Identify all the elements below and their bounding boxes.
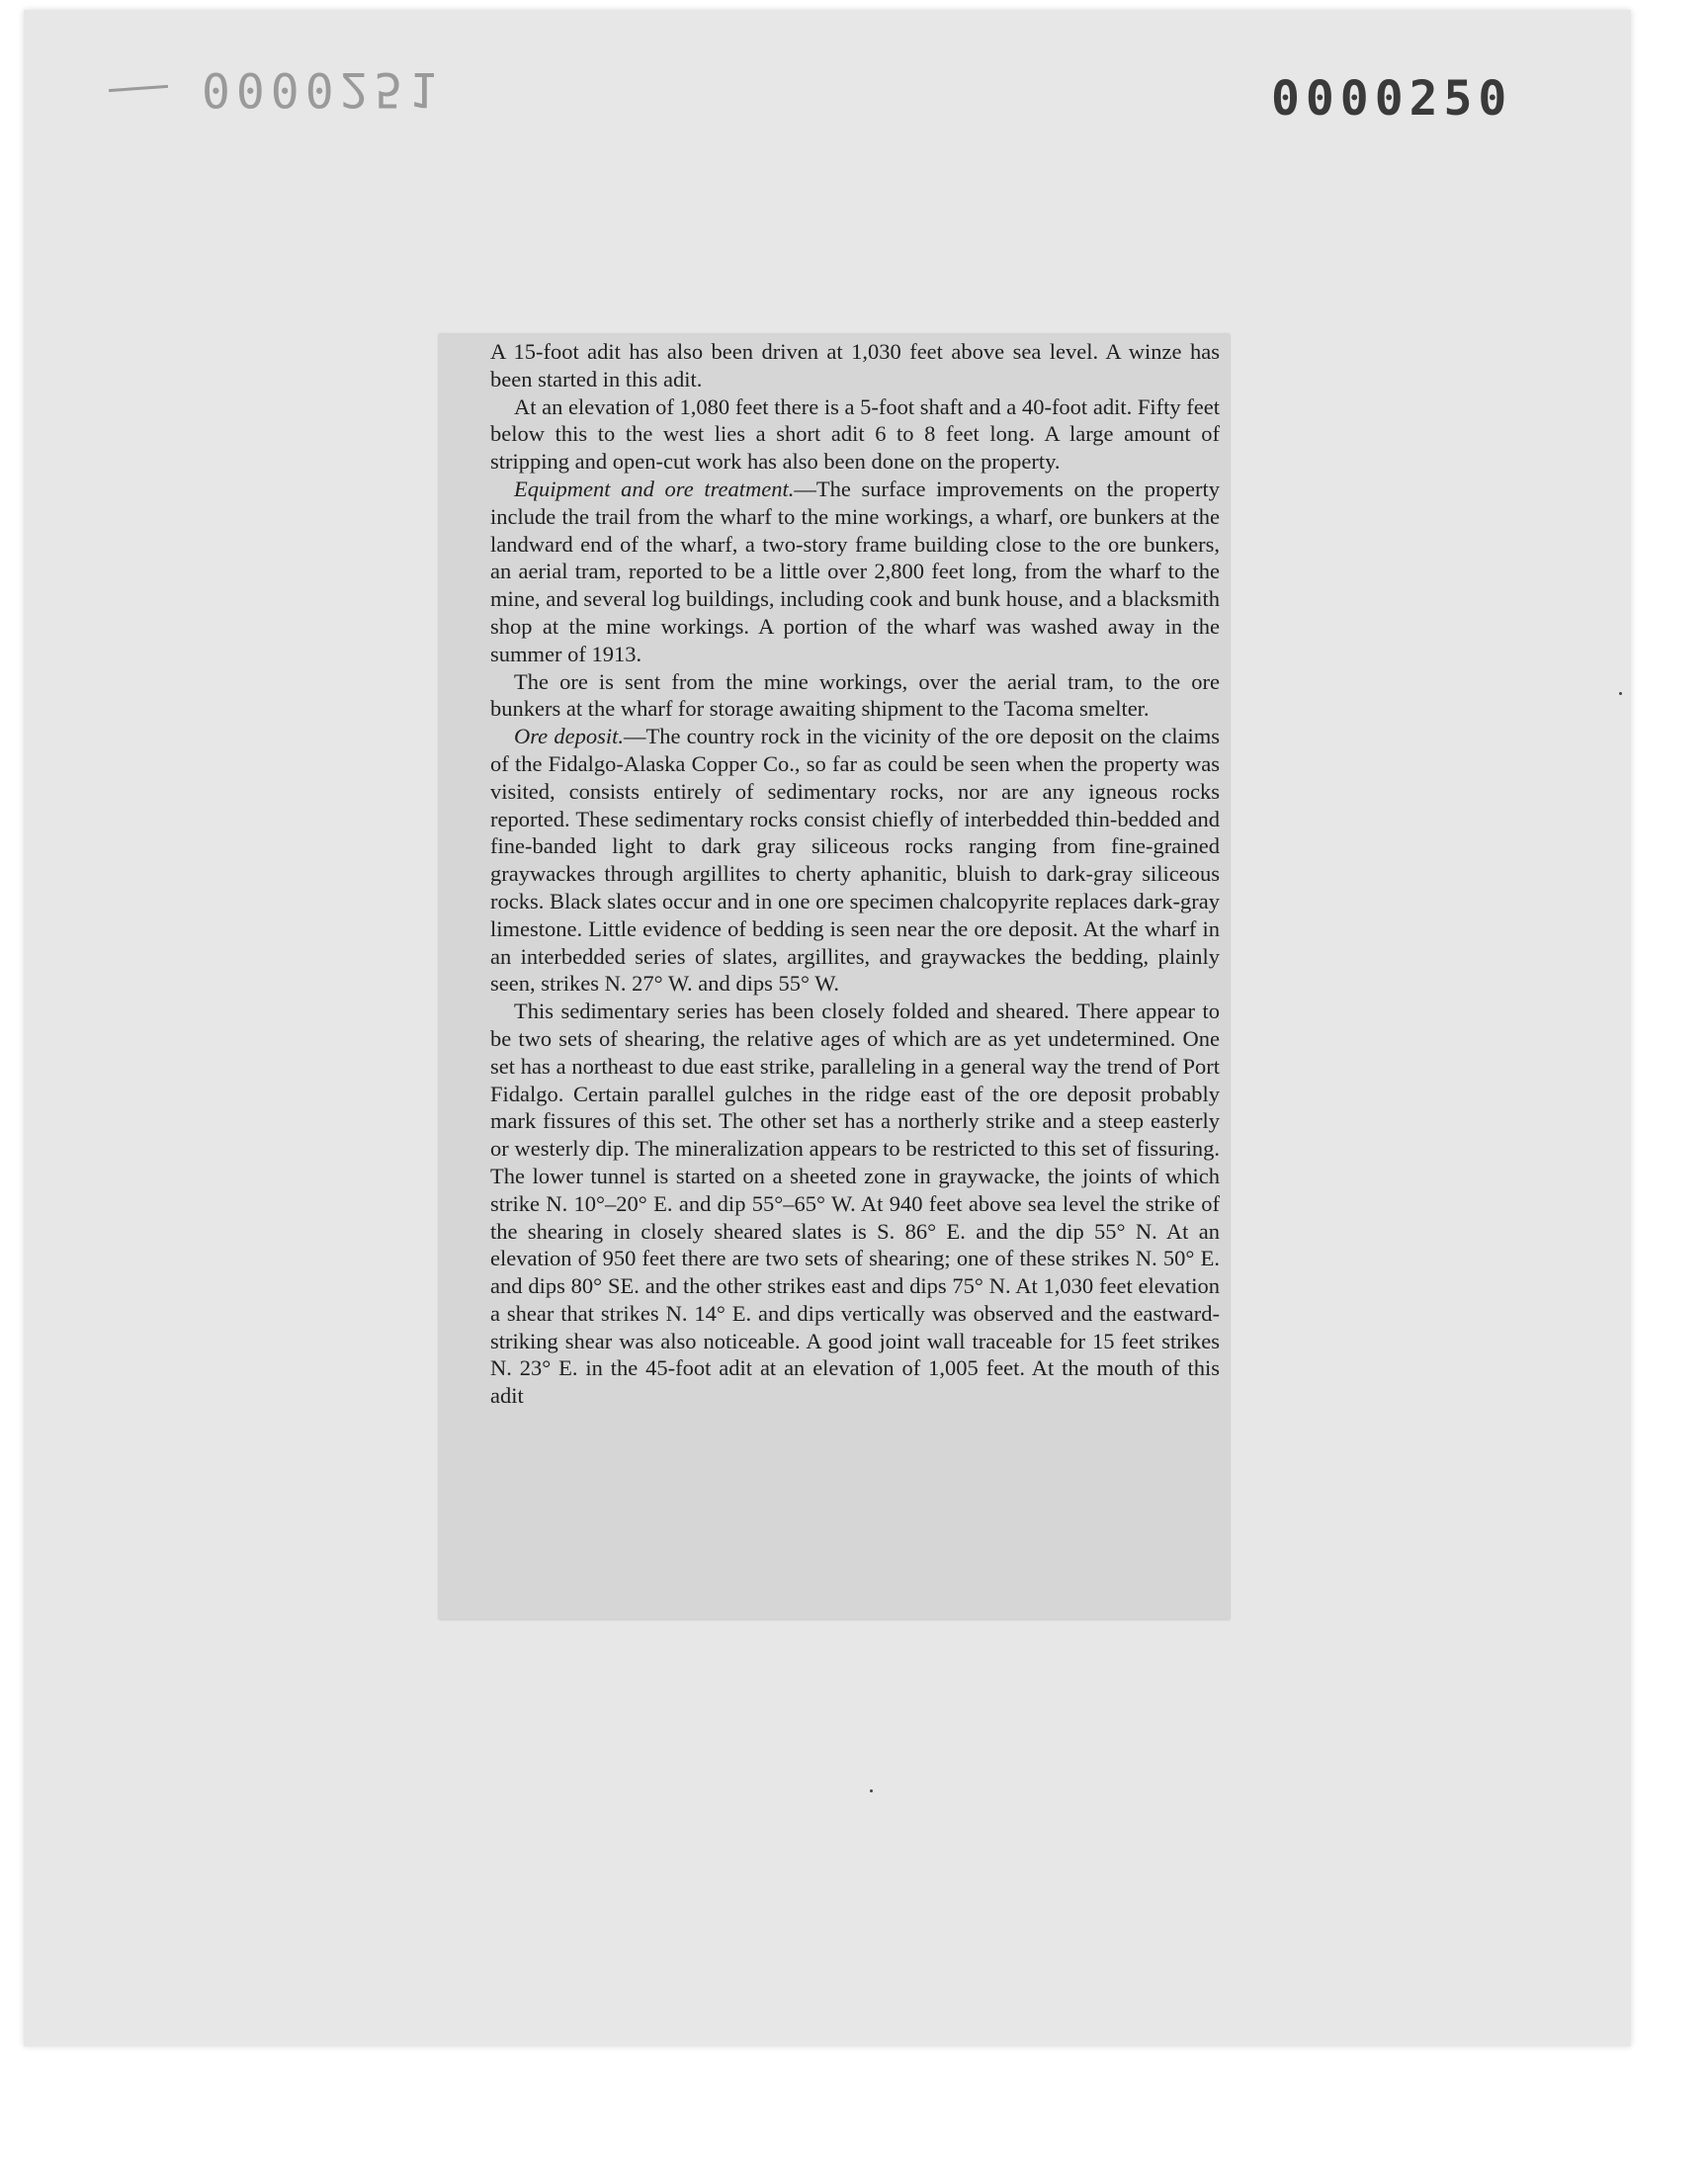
text-clipping [439, 334, 1230, 1619]
paragraph-elevation [490, 393, 1220, 476]
dust-speck [870, 1789, 873, 1792]
paragraph-text: This sedimentary series has been closely folded and sheared. There appear to be two sets of shearing, the relative ages of which are as yet undetermined. One set has a northeast to due east strike, paralleling in a general way the trend of Port Fidalgo. Certain parallel gulches in the ridge east of the ore deposit probably mark fissures of this set. The other set has a northerly strike and a steep easterly or westerly dip. The mineralization appears to be restricted to this set of fissuring. The lower tunnel is started on a sheeted zone in graywacke, the joints of which strike N. 10°–20° E. and dip 55°–65° W. At 940 feet above sea level the strike of the shearing in closely sheared slates is S. 86° E. and the dip 55° N. At an elevation of 950 feet there are two sets of shearing; one of these strikes N. 50° E. and dips 80° SE. and the other strikes east and dips 75° N. At 1,030 feet elevation a shear that strikes N. 14° E. and dips vertically was observed and the eastward-striking shear was also noticeable. A good joint wall traceable for 15 feet strikes N. 23° E. in the 45-foot adit at an elevation of 1,005 feet. At the mouth of this adit [490, 999, 1220, 1409]
section-heading: Ore deposit. [514, 724, 624, 749]
paragraph-ore-shipment [490, 668, 1220, 724]
paragraph-text: —The country rock in the vicinity of the ore deposit on the claims of the Fidalgo-Alaska Copper Co., so far as could be seen when the property was visited, consists entirely of sedimentary rocks, nor are any igneous rocks reported. These sedimentary rocks consist chiefly of interbedded thin-bedded and fine-banded light to dark gray siliceous rocks ranging from fine-grained graywackes through argillites to cherty aphanitic, bluish to dark-gray siliceous rocks. Black slates occur and in one ore specimen chalcopyrite replaces dark-gray limestone. Little evidence of bedding is seen near the ore deposit. At the wharf in an interbedded series of slates, argillites, and graywackes the bedding, plainly seen, strikes N. 27° W. and dips 55° W. [490, 724, 1220, 997]
mirrored-page-stamp: 0000251 [202, 61, 444, 117]
dust-speck [1619, 692, 1622, 695]
paragraph-text: The ore is sent from the mine workings, over the aerial tram, to the ore bunkers at the wharf for storage awaiting shipment to the Tacoma smelter. [490, 668, 1220, 722]
page-number-stamp: 0000250 [1271, 71, 1513, 127]
paragraph-text: At an elevation of 1,080 feet there is a 5-foot shaft and a 40-foot adit. Fifty feet below this to the west lies a short adit 6 to 8 feet long. A large amount of stripping and open-cut work has also been done on the property. [490, 393, 1220, 475]
section-heading: Equipment and ore treatment. [514, 476, 795, 501]
paragraph-text: A 15-foot adit has also been driven at 1,030 feet above sea level. A winze has been started in this adit. [490, 339, 1220, 392]
paragraph-text: —The surface improvements on the property include the trail from the wharf to the mine workings, a wharf, ore bunkers at the landward end of the wharf, a two-story frame building close to the ore bunkers, an aerial tram, reported to be a little over 2,800 feet long, from the wharf to the mine, and several log buildings, including cook and bunk house, and a blacksmith shop at the mine workings. A portion of the wharf was washed away in the summer of 1913. [490, 476, 1220, 666]
scanned-page [24, 10, 1631, 2046]
paragraph-adit [490, 338, 1220, 393]
pencil-mark [109, 85, 168, 92]
paragraph-shearing [490, 998, 1220, 1410]
paragraph-equipment [490, 476, 1220, 668]
paragraph-ore-deposit [490, 723, 1220, 998]
clipping-body [490, 334, 1220, 1619]
